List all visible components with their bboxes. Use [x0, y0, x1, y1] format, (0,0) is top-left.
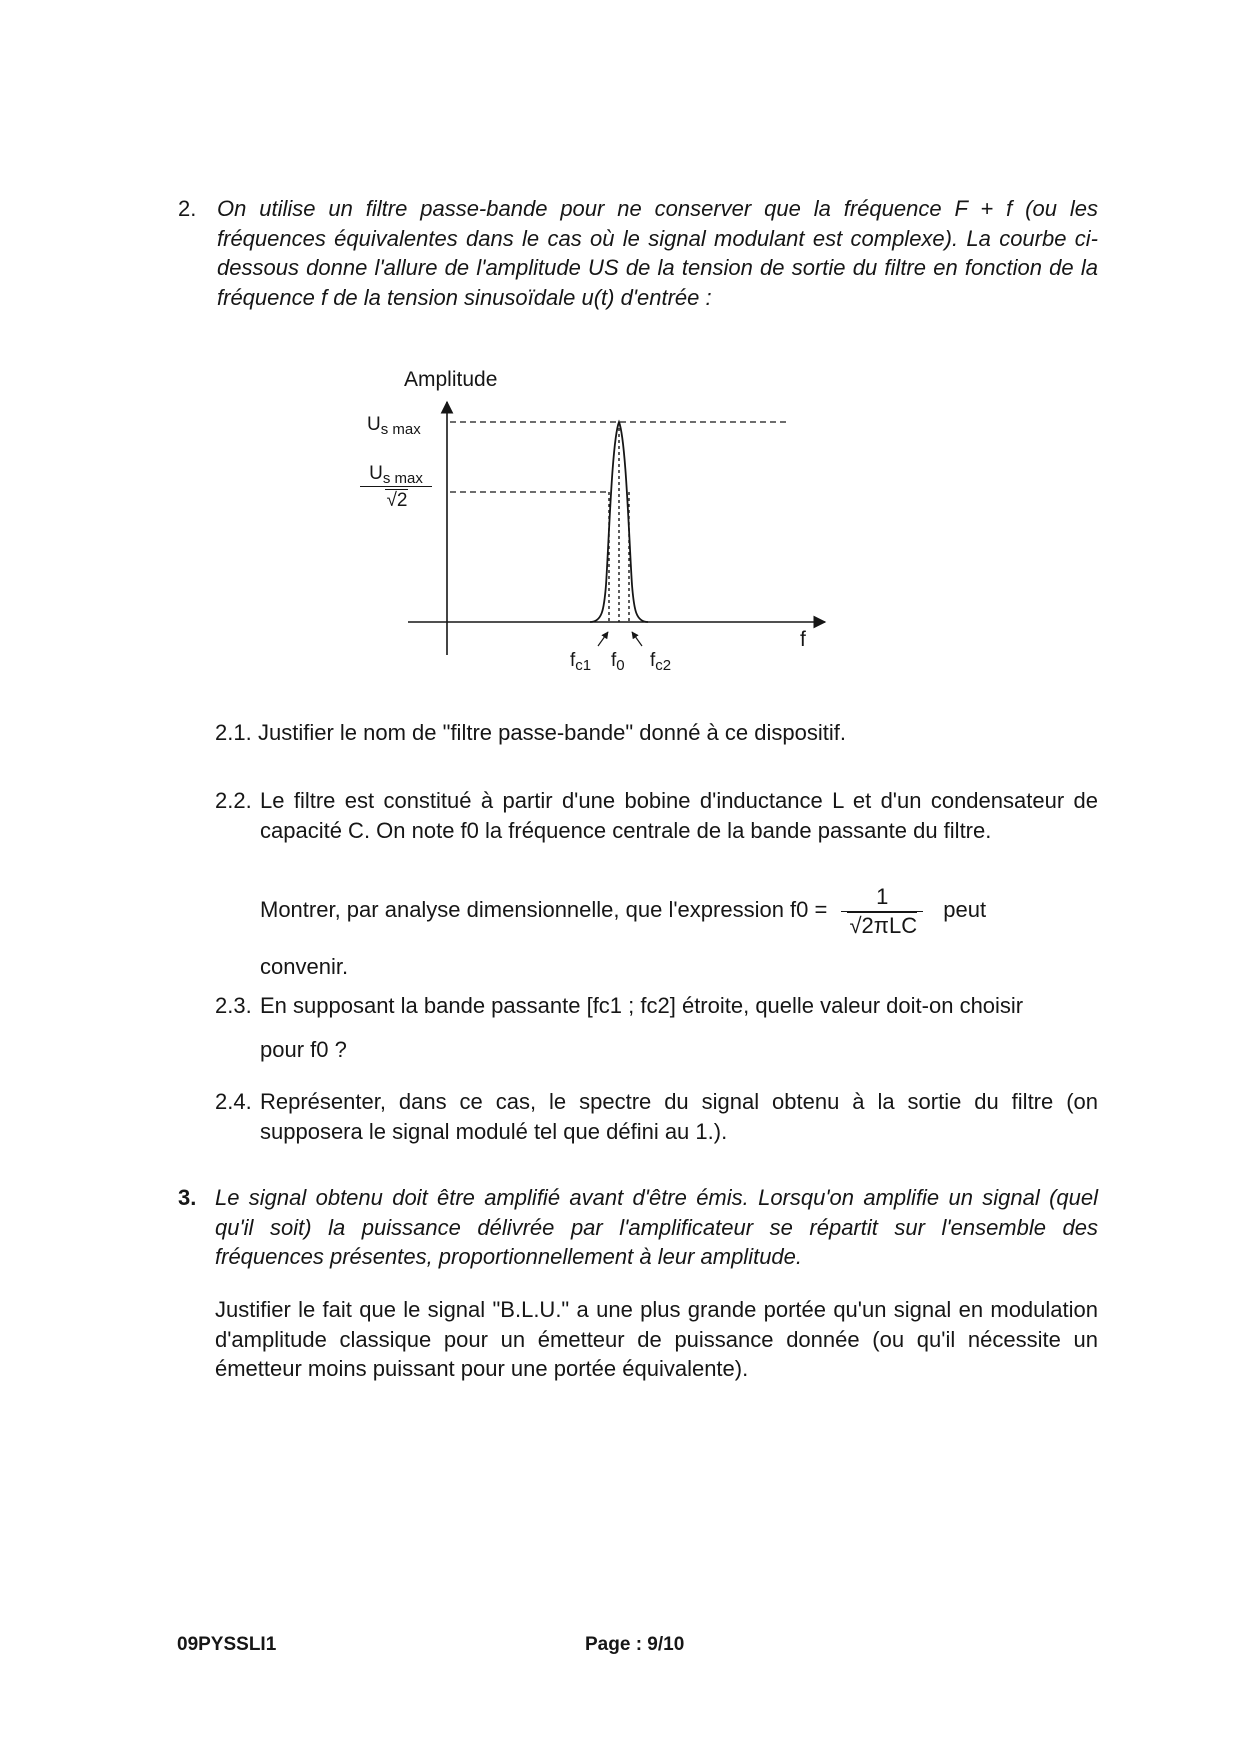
document-code: 09PYSSLI1 — [177, 1634, 277, 1655]
question-text-line1: En supposant la bande passante [fc1 ; fc2] étroite, quelle valeur doit-on choisir — [260, 993, 1024, 1018]
question-2-4 — [215, 1087, 1098, 1146]
usmax-label: $U_{s max}$ — [367, 414, 421, 438]
formula-line — [260, 883, 1098, 939]
question-text: Justifier le nom de "filtre passe-bande" donné à ce dispositif. — [258, 720, 846, 745]
question-3 — [178, 1183, 1098, 1272]
question-number: 2.2. — [215, 788, 252, 813]
question-3-justify: Justifier le fait que le signal "B.L.U." a une plus grande portée qu'un signal en modulation d'amplitude classique pour un émetteur de puissance donnée (ou qu'il nécessite un émetteur moins puissant pour une portée équivalente). — [215, 1297, 1098, 1381]
f0-label: $f_0$ — [611, 650, 625, 674]
formula-end: convenir. — [260, 954, 349, 979]
usmax-sqrt2-label: $U_{s max}$ √2 — [360, 463, 432, 512]
question-2-2 — [215, 786, 1098, 845]
question-2 — [178, 194, 1098, 312]
formula-before: Montrer, par analyse dimensionnelle, que l'expression f0 = — [260, 896, 828, 922]
fc1-arrow — [598, 632, 608, 646]
bandpass-chart — [340, 360, 840, 680]
question-number: 2. — [178, 196, 197, 221]
x-axis-label: f — [800, 628, 806, 651]
question-text: Le signal obtenu doit être amplifié avant d'être émis. Lorsqu'on amplifie un signal (quel qu'il soit) la puissance délivrée par l'amplificateur se répartit sur l'ensemble des fréquences présentes, proportionnellement à leur amplitude. — [215, 1185, 1098, 1269]
fc2-label: $f_{c2}$ — [650, 650, 672, 674]
page-number: Page : 9/10 — [585, 1634, 685, 1655]
formula-denominator: √2πLC — [849, 912, 918, 938]
question-text: Le filtre est constitué à partir d'une bobine d'inductance L et d'un condensateur de capacité C. On note f0 la fréquence centrale de la bande passante du filtre. — [260, 788, 1098, 843]
question-text: On utilise un filtre passe-bande pour ne conserver que la fréquence F + f (ou les fréquences équivalentes dans le cas où le signal modulant est complexe). La courbe ci-dessous donne l'allure de l'amplitude US de la tension de sortie du filtre en fonction de la fréquence f de la tension sinusoïdale u(t) d'entrée : — [217, 196, 1098, 310]
question-2-1 — [215, 718, 1098, 748]
question-number: 3. — [178, 1185, 197, 1210]
formula-after: peut — [943, 896, 987, 922]
question-number: 2.3. — [215, 993, 252, 1018]
sqrt2: √2 — [386, 490, 408, 511]
formula-numerator: 1 — [841, 883, 923, 912]
question-number: 2.4. — [215, 1089, 252, 1114]
fc2-arrow — [632, 632, 642, 646]
fc1-label: $f_{c1}$ — [570, 650, 592, 674]
question-text-line2: pour f0 ? — [260, 1037, 347, 1062]
formula-fraction — [841, 883, 923, 939]
question-text: Représenter, dans ce cas, le spectre du signal obtenu à la sortie du filtre (on supposera le signal modulé tel que défini au 1.). — [260, 1089, 1098, 1144]
question-2-3 — [215, 991, 1098, 1021]
question-number: 2.1. — [215, 720, 252, 745]
y-axis-label: Amplitude — [404, 368, 498, 391]
